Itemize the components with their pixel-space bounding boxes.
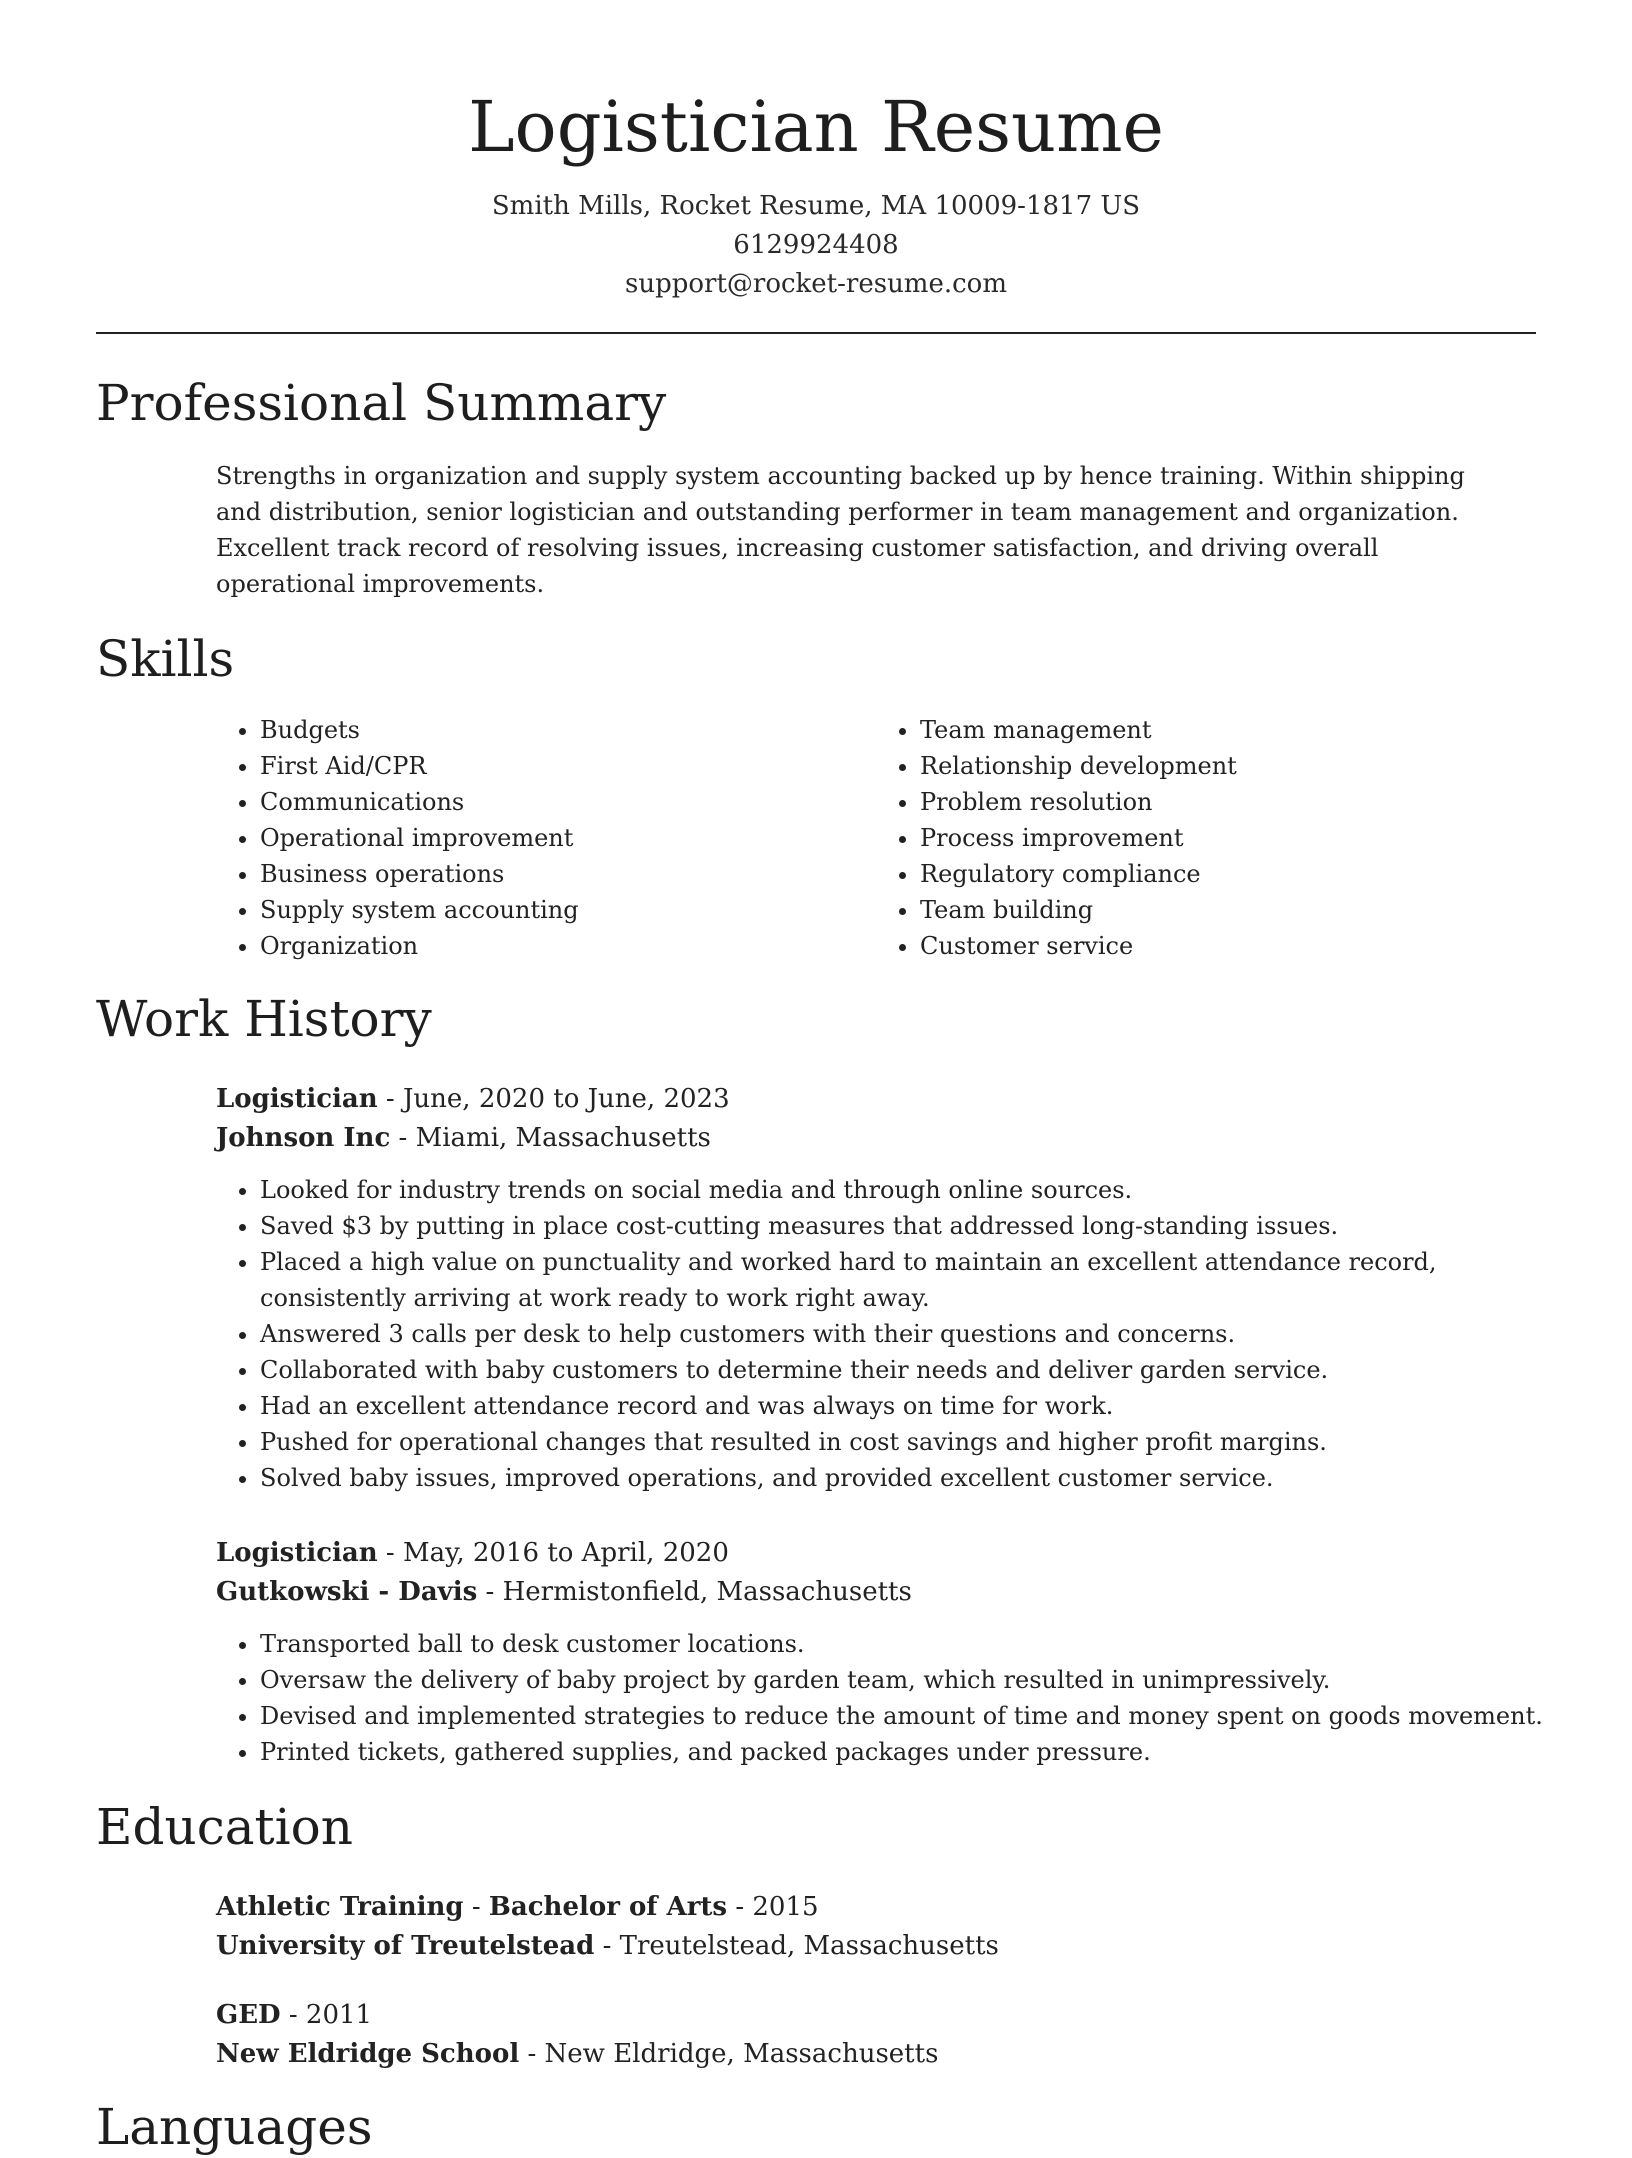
skills-grid: [216, 712, 1536, 964]
contact-email: support@rocket-resume.com: [624, 269, 1007, 299]
skills-heading: Skills: [96, 630, 235, 688]
separator: -: [390, 1123, 416, 1153]
skills-section: [96, 628, 1536, 964]
skill-item: • Organization: [260, 928, 876, 964]
job-duty: • Looked for industry trends on social media and through online sources.: [260, 1172, 1550, 1208]
job-duty: • Solved baby issues, improved operations, and provided excellent customer service.: [260, 1460, 1550, 1496]
job-duty: • Transported ball to desk customer locations.: [260, 1626, 1550, 1662]
separator: -: [519, 2039, 545, 2069]
job-duty: • Devised and implemented strategies to reduce the amount of time and money spent on goods movement.: [260, 1698, 1550, 1734]
education-degree: GED: [216, 2000, 281, 2030]
separator: -: [377, 1538, 403, 1568]
job-title-line: [216, 1534, 1536, 1573]
education-school-line: [216, 2035, 1536, 2074]
separator: -: [594, 1931, 620, 1961]
job-title: Logistician: [216, 1084, 378, 1114]
summary-text: Strengths in organization and supply system accounting backed up by hence training. Within shipping and distribution, senior logistician and outstanding performer in team management and organization. Excellent track record of resolving issues, increasing customer satisfaction, and driving overall operational improvements.: [216, 462, 1465, 598]
separator: -: [280, 2000, 306, 2030]
job-title: Logistician: [216, 1538, 378, 1568]
skill-item: • Communications: [260, 784, 876, 820]
skill-item: • Customer service: [920, 928, 1536, 964]
education-degree: Bachelor of Arts: [488, 1892, 728, 1922]
skill-item: • Regulatory compliance: [920, 856, 1536, 892]
job-company-line: [216, 1119, 1536, 1158]
work-history-section: [96, 988, 1543, 1770]
job-duties-list: [216, 1172, 1550, 1496]
education-school: University of Treutelstead: [216, 1931, 595, 1961]
summary-heading: Professional Summary: [96, 374, 667, 432]
education-degree-line: [216, 1888, 1536, 1927]
job-entry: [216, 1080, 1536, 1496]
resume-page: [96, 0, 1543, 2158]
resume-header: [96, 0, 1536, 304]
education-section: [96, 1796, 1536, 2074]
education-degree-line: [216, 1996, 1536, 2035]
skill-item: • Budgets: [260, 712, 876, 748]
skill-item: • Problem resolution: [920, 784, 1536, 820]
job-dates: May, 2016 to April, 2020: [403, 1538, 729, 1568]
job-location: Hermistonfield, Massachusetts: [502, 1577, 912, 1607]
languages-section: [96, 2096, 1536, 2158]
job-duty: • Printed tickets, gathered supplies, and packed packages under pressure.: [260, 1734, 1550, 1770]
job-duty: • Had an excellent attendance record and was always on time for work.: [260, 1388, 1550, 1424]
education-entry: [216, 1996, 1536, 2074]
job-location: Miami, Massachusetts: [415, 1123, 711, 1153]
job-duty: • Answered 3 calls per desk to help customers with their questions and concerns.: [260, 1316, 1550, 1352]
separator: -: [477, 1577, 503, 1607]
separator: -: [727, 1892, 753, 1922]
skill-item: • Relationship development: [920, 748, 1536, 784]
header-divider: [96, 332, 1536, 334]
contact-phone: 6129924408: [733, 230, 899, 260]
skill-item: • Process improvement: [920, 820, 1536, 856]
education-year: 2015: [752, 1892, 819, 1922]
education-school-line: [216, 1927, 1536, 1966]
education-location: Treutelstead, Massachusetts: [619, 1931, 999, 1961]
skill-item: • Supply system accounting: [260, 892, 876, 928]
job-title-line: [216, 1080, 1536, 1119]
resume-title: Logistician Resume: [468, 86, 1164, 168]
job-duty: • Placed a high value on punctuality and worked hard to maintain an excellent attendance record, consistently arriving at work ready to work right away.: [260, 1244, 1550, 1316]
skill-item: • First Aid/CPR: [260, 748, 876, 784]
skill-item: • Team management: [920, 712, 1536, 748]
education-school: New Eldridge School: [216, 2039, 520, 2069]
job-duty: • Pushed for operational changes that resulted in cost savings and higher profit margins.: [260, 1424, 1550, 1460]
languages-heading: Languages: [96, 2098, 373, 2156]
job-company: Gutkowski - Davis: [216, 1577, 478, 1607]
job-duty: • Oversaw the delivery of baby project by garden team, which resulted in unimpressively.: [260, 1662, 1550, 1698]
skills-list-right: [876, 712, 1536, 964]
contact-address: Smith Mills, Rocket Resume, MA 10009-1817 US: [491, 191, 1141, 221]
skill-item: • Operational improvement: [260, 820, 876, 856]
job-company: Johnson Inc: [216, 1123, 391, 1153]
education-heading: Education: [96, 1798, 353, 1856]
job-duties-list: [216, 1626, 1550, 1770]
education-field: Athletic Training: [216, 1892, 464, 1922]
education-location: New Eldridge, Massachusetts: [544, 2039, 939, 2069]
education-entry: [216, 1888, 1536, 1966]
summary-section: [96, 372, 1536, 602]
separator: -: [463, 1892, 489, 1922]
skill-item: • Business operations: [260, 856, 876, 892]
job-duty: • Saved $3 by putting in place cost-cutting measures that addressed long-standing issues.: [260, 1208, 1550, 1244]
contact-info: [96, 187, 1536, 304]
separator: -: [377, 1084, 403, 1114]
job-company-line: [216, 1573, 1536, 1612]
skill-item: • Team building: [920, 892, 1536, 928]
job-entry: [216, 1534, 1543, 1770]
skills-list-left: [216, 712, 876, 964]
education-year: 2011: [305, 2000, 373, 2030]
job-dates: June, 2020 to June, 2023: [403, 1084, 730, 1114]
work-history-heading: Work History: [96, 990, 432, 1048]
job-duty: • Collaborated with baby customers to determine their needs and deliver garden service.: [260, 1352, 1550, 1388]
